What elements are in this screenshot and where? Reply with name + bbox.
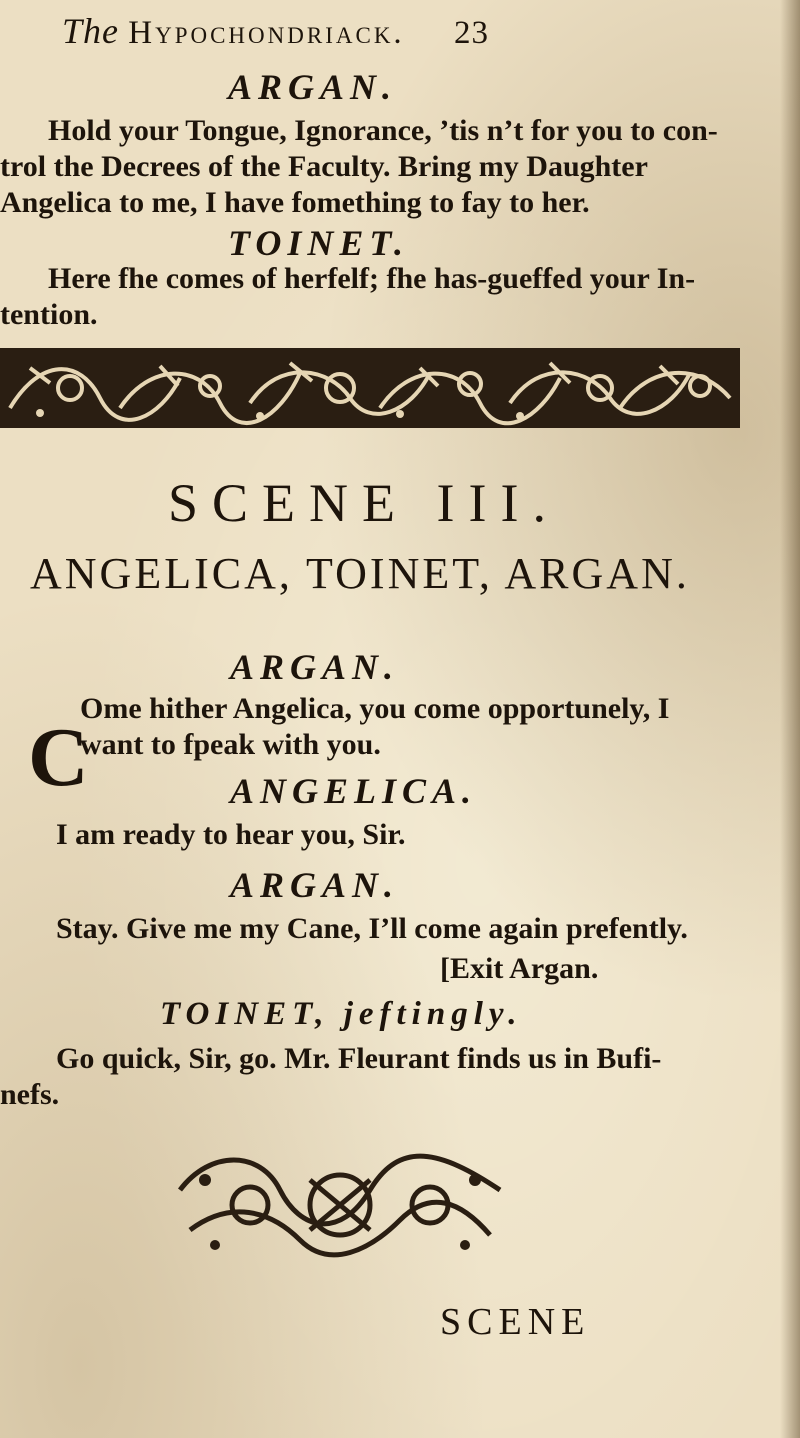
running-head-the: The [62,11,119,51]
page-edge-shadow [780,0,800,1438]
scene-heading: SCENE III. [168,473,560,533]
floral-headpiece-ornament [0,348,740,428]
running-head [62,10,489,52]
text-line: Hold your Tongue, Ignorance, ’tis n’t for you to con- [48,114,718,147]
drop-cap: C [28,711,89,804]
speaker-argan-2: ARGAN. [230,647,400,687]
text-line: Here fhe comes of herfelf; fhe has-gueffed your In- [48,262,696,295]
text-line: want to fpeak with you. [80,728,381,761]
text-line: Ome hither Angelica, you come opportunely, I [80,692,670,725]
text-line: trol the Decrees of the Faculty. Bring my Daughter [0,150,648,183]
page-number: 23 [453,15,489,51]
text-line: Stay. Give me my Cane, I’ll come again prefently. [56,912,688,945]
text-line: tention. [0,298,98,331]
text-line: Angelica to me, I have fomething to fay to her. [0,186,590,219]
running-head-title: Hypochondriack. [128,15,405,51]
speaker-argan-1: ARGAN. [228,67,398,107]
speaker-toinet-2: TOINET, jeftingly. [160,996,523,1032]
vine-tailpiece-ornament [170,1150,510,1260]
catchword: SCENE [440,1301,591,1343]
stage-direction-exit: [Exit Argan. [440,952,599,985]
speaker-angelica: ANGELICA. [230,771,478,811]
text-line: nefs. [0,1078,60,1111]
speaker-toinet-1: TOINET. [228,223,410,263]
text-line: Go quick, Sir, go. Mr. Fleurant finds us in Bufi- [56,1042,662,1075]
scene-cast-list: ANGELICA, TOINET, ARGAN. [30,549,690,598]
speaker-argan-3: ARGAN. [230,865,400,905]
text-line: I am ready to hear you, Sir. [56,818,406,851]
